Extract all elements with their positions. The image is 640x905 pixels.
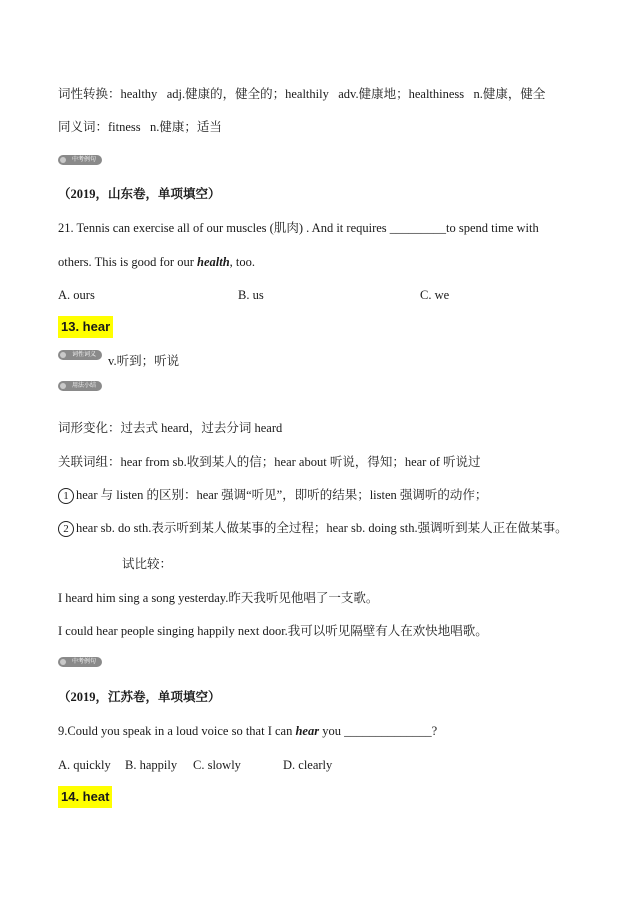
exam2-option-d: D. clearly [283, 758, 333, 772]
exam-example-badge-2: 中考例句 [58, 657, 102, 667]
exam1-question-line2 [58, 254, 255, 270]
word13-diff1 [58, 487, 487, 504]
wordform-healthy-meaning: adj.健康的，健全的； [166, 87, 286, 101]
diff2-text: hear sb. do sth.表示听到某人做某事的全过程；hear sb. doing sth.强调听到某人正在做某事。 [76, 521, 568, 535]
wordform-label: 词性转换： [58, 87, 121, 101]
synonym-word: fitness [108, 120, 141, 134]
exam2-keyword: hear [295, 724, 320, 738]
wordform-healthiness-meaning: n.健康，健全 [473, 87, 546, 101]
pos-meaning-badge: 词性词义 [58, 350, 102, 360]
exam1-source: （2019，山东卷，单项填空） [58, 187, 221, 201]
word13-forms: 词形变化：过去式 heard，过去分词 heard [58, 421, 283, 435]
exam1-option-b: B. us [238, 288, 264, 302]
wordform-line [58, 86, 545, 102]
exam2-source: （2019，江苏卷，单项填空） [58, 690, 221, 704]
word13-example2: I could hear people singing happily next door.我可以听见隔壁有人在欢快地唱歌。 [58, 624, 488, 638]
exam1-question-line1: 21. Tennis can exercise all of our muscles (肌肉) . And it requires _________to spend time with [58, 221, 539, 235]
synonym-line [58, 119, 222, 135]
exam1-q-pre: others. This is good for our [58, 255, 197, 269]
exam-example-badge: 中考例句 [58, 155, 102, 165]
exam2-option-c: C. slowly [193, 758, 241, 772]
exam2-q-pre: 9.Could you speak in a loud voice so that I can [58, 724, 296, 738]
exam1-keyword: health [197, 255, 230, 269]
wordform-healthily-meaning: adv.健康地； [338, 87, 409, 101]
diff1-text: hear 与 listen 的区别：hear 强调“听见”，即听的结果；listen 强调听的动作； [76, 488, 488, 502]
wordform-healthily: healthily [285, 87, 329, 101]
usage-summary-badge: 用法小结 [58, 381, 102, 391]
word14-title: 14. heat [58, 786, 112, 808]
word13-title: 13. hear [58, 316, 113, 338]
exam1-option-a: A. ours [58, 288, 95, 302]
word13-example1: I heard him sing a song yesterday.昨天我听见他唱了一支歌。 [58, 591, 379, 605]
word13-phrases: 关联词组：hear from sb.收到某人的信；hear about 听说，得知；hear of 听说过 [58, 455, 481, 469]
exam1-q-post: , too. [229, 255, 256, 269]
synonym-meaning: n.健康；适当 [150, 120, 222, 134]
word13-diff2 [58, 520, 568, 537]
number-2-circle: 2 [58, 521, 74, 537]
wordform-healthiness: healthiness [408, 87, 465, 101]
synonym-label: 同义词： [58, 120, 109, 134]
word13-compare: 试比较： [122, 557, 173, 571]
number-1-circle: 1 [58, 488, 74, 504]
wordform-healthy: healthy [120, 87, 158, 101]
word13-meaning: v.听到；听说 [108, 354, 180, 368]
exam2-option-b: B. happily [125, 758, 178, 772]
exam2-option-a: A. quickly [58, 758, 111, 772]
exam2-q-post: you ______________? [319, 724, 438, 738]
exam1-option-c: C. we [420, 288, 450, 302]
exam2-question [58, 723, 437, 739]
